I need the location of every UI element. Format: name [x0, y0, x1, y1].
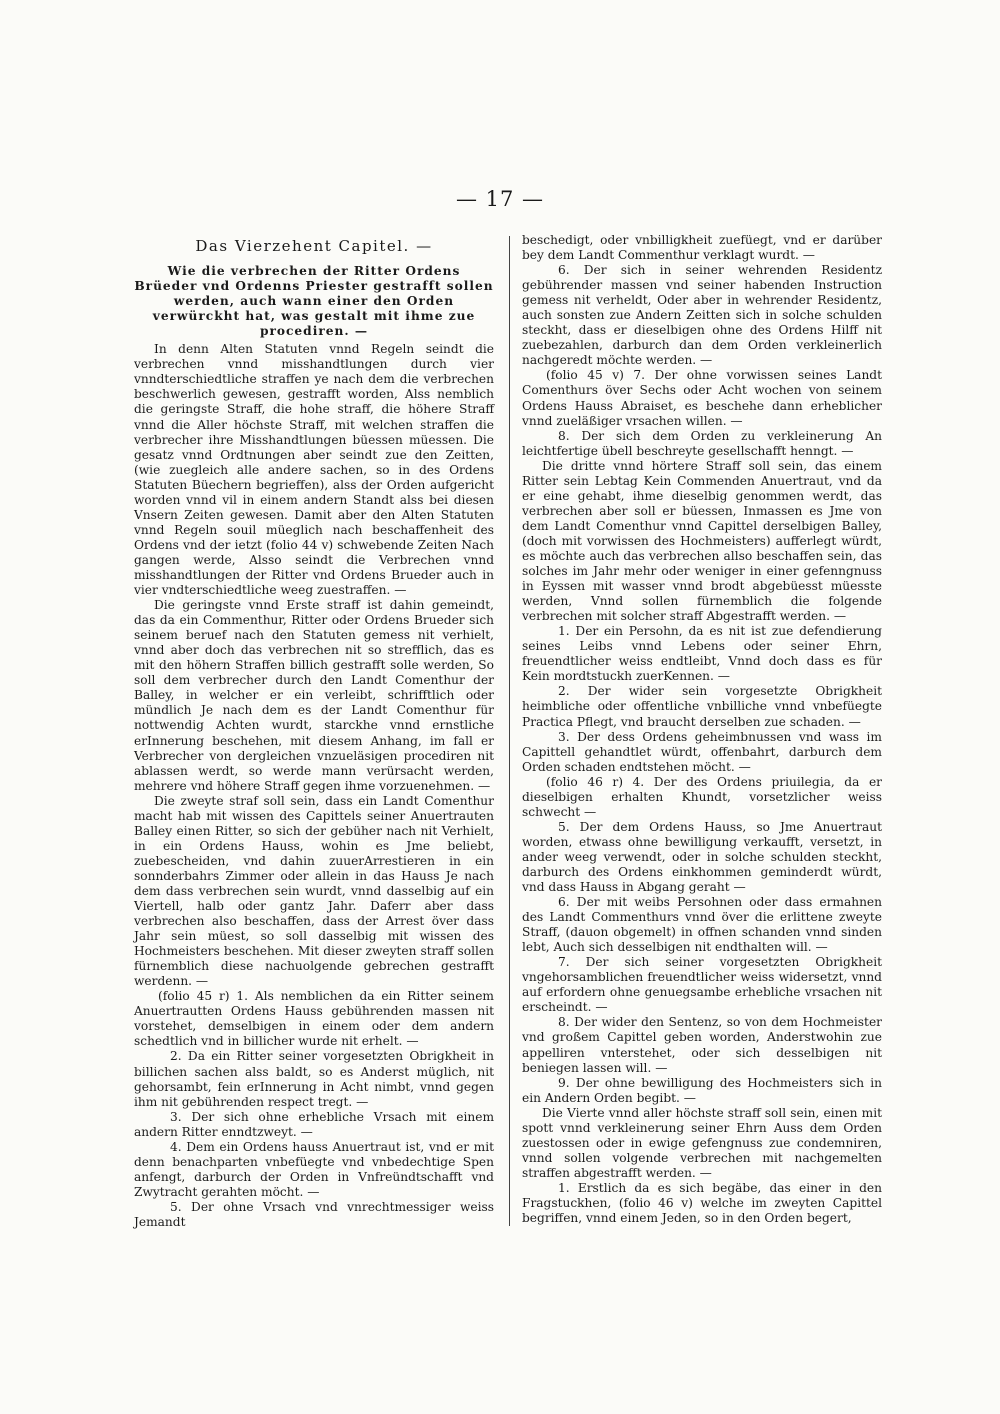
paragraph: (folio 45 v) 7. Der ohne vorwissen seines Landt Comenthurs över Sechs oder Acht wochen von seinem Ordens Hauss Abraiset, es beschehe dann erheblicher vnnd zueläßiger vrsachen willen. —	[522, 368, 882, 428]
paragraph: 8. Der sich dem Orden zu verkleinerung An leichtfertige übell beschreyte gesellschafft henngt. —	[522, 428, 882, 458]
paragraph: 8. Der wider den Sentenz, so von dem Hochmeister vnd großem Capittel geben worden, Anderstwohin zue appelliren vnterstehet, oder sich desselbigen nit beniegen lassen will. —	[522, 1015, 882, 1075]
paragraph: Die zweyte straf soll sein, dass ein Landt Comenthur macht hab mit wissen des Capittels seiner Anuertrauten Balley einen Ritter, so sich der gebüher nach nit Verhielt, in ein Ordens Hauss, wohin es Jme beliebt, zuebescheiden, vnd dahin zuuerArrestieren in ein sonnderbahrs Zimmer oder allein in das Hauss Je nach dem dass verbrechen sein wurdt, vnnd dasselbig auf ein Viertell, halb oder gantz Jahr. Daferr aber dass verbrechen also beschaffen, dass der Arrest över dass Jahr sein müest, so soll dasselbig mit wissen des Hochmeisters beschehen. Mit dieser zweyten straff sollen fürnemblich diese nachuolgende gebrechen gestrafft werdenn. —	[134, 793, 494, 989]
paragraph: 2. Da ein Ritter seiner vorgesetzten Obrigkheit in billichen sachen alss baldt, so es Anderst müglich, nit gehorsambt, fein erInnerung in Acht nimbt, vnnd gegen ihm nit gebührenden respect tregt. —	[134, 1049, 494, 1109]
paragraph: 5. Der ohne Vrsach vnd vnrechtmessiger weiss Jemandt	[134, 1199, 494, 1229]
paragraph: 9. Der ohne bewilligung des Hochmeisters sich in ein Andern Orden begibt. —	[522, 1075, 882, 1105]
paragraph: 3. Der sich ohne erhebliche Vrsach mit einem andern Ritter enndtzweyt. —	[134, 1109, 494, 1139]
paragraph: 2. Der wider sein vorgesetzte Obrigkheit heimbliche oder offentliche vnbilliche vnnd vnbefüegte Practica Pflegt, vnd braucht derselben zue schaden. —	[522, 684, 882, 729]
paragraph: 5. Der dem Ordens Hauss, so Jme Anuertraut worden, etwass ohne bewilligung verkaufft, versetzt, in ander weeg verwendt, oder in solche schulden steckht, darburch des Ordens einkhommen geminderdt würdt, vnd dass Hauss in Abgang geraht —	[522, 819, 882, 895]
paragraph: 7. Der sich seiner vorgesetzten Obrigkheit vngehorsamblichen freuendtlicher weiss widersetzt, vnnd auf erfordern ohne genuegsambe erhebliche vrsachen nit erscheindt. —	[522, 955, 882, 1015]
chapter-subtitle: Wie die verbrechen der Ritter Ordens Brüeder vnd Ordenns Priester gestrafft sollen werden, auch wann einer den Orden verwürckht hat, was gestalt mit ihme zue procediren. —	[134, 264, 494, 339]
paragraph: Die Vierte vnnd aller höchste straff soll sein, einen mit spott vnnd verkleinerung seiner Ehrn Auss dem Orden zuestossen oder in ewige gefengnuss zue condemniren, vnnd sollen volgende verbrechen mit nachgemelten straffen abgestrafft werden. —	[522, 1105, 882, 1180]
paragraph: 6. Der mit weibs Persohnen oder dass ermahnen des Landt Commenthurs vnnd över die erlittene zweyte Straff, (dauon obgemelt) in offnen schanden vnnd sinden lebt, Auch sich desselbigen nit endthalten will. —	[522, 895, 882, 955]
paragraph: 4. Dem ein Ordens hauss Anuertraut ist, vnd er mit denn benachparten vnbefüegte vnd vnbedechtige Spen anfengt, darburch der Orden in Vnfreündtschafft vnd Zwytracht gerahten möcht. —	[134, 1139, 494, 1199]
paragraph: 1. Der ein Persohn, da es nit ist zue defendierung seines Leibs vnnd Lebens oder seiner Ehrn, freuendtlicher weiss endtleibt, Vnnd doch dass es für Kein mordtstuckh zuerKennen. —	[522, 624, 882, 684]
column-divider	[509, 236, 510, 1226]
paragraph: Die dritte vnnd hörtere Straff soll sein, das einem Ritter sein Lebtag Kein Commenden Anuertraut, vnd da er eine gehabt, ihme dieselbig genommen werdt, das verbrechen aber soll er büessen, Inmassen es Jme von dem Landt Comenthur vnnd Capittel derselbigen Balley, (doch mit vorwissen des Hochmeisters) aufferlegt würdt, es möchte auch das verbrechen allso beschaffen sein, das solches im Jahr mehr oder weniger in einer gefenngnuss in Eyssen mit wasser vnnd brodt abgebüesst müesste werden, Vnnd sollen fürnemblich die folgende verbrechen mit solcher straff Abgestrafft werden. —	[522, 458, 882, 624]
paragraph: beschedigt, oder vnbilligkheit zuefüegt, vnd er darüber bey dem Landt Commenthur verklagt wurdt. —	[522, 233, 882, 263]
paragraph: In denn Alten Statuten vnnd Regeln seindt die verbrechen vnnd misshandtlungen durch vier vnndterschiedtliche straffen ye nach dem die verbrechen beschwerlich gewesen, gestrafft worden, Alss nemblich die geringste Straff, die hohe straff, die höhere Straff vnnd die Aller höchste Straff, mit welchen straffen die verbrecher ihre Misshandtlungen büessen müessen. Die gesatz vnnd Ordtnungen aber seindt zue den Zeitten, (wie zuegleich alle andere sachen, so in des Ordens Statuten Büechern begrieffen), alss der Orden aufgericht worden vnnd vil in einem andern Standt alss bei diesen Vnsern Zeiten gewesen. Damit aber den Alten Statuten vnnd Regeln souil müeglich nach beschaffenheit des Ordens vnd der ietzt (folio 44 v) schwebende Zeiten Nach gangen werde, Alsso seindt die Verbrechen vnnd misshandtlungen der Ritter vnd Ordens Brueder auch in vier vndterschiedtliche weeg zuestraffen. —	[134, 342, 494, 598]
right-column	[522, 233, 882, 1226]
paragraph: 1. Erstlich da es sich begäbe, das einer in den Fragstuckhen, (folio 46 v) welche im zweyten Capittel begriffen, vnnd einem Jeden, so in den Orden begert,	[522, 1180, 882, 1226]
chapter-title: Das Vierzehent Capitel. —	[195, 237, 433, 255]
paragraph: 3. Der dess Ordens geheimbnussen vnd wass im Capittell gehandtlet würdt, offenbahrt, darburch dem Orden schaden endtstehen möcht. —	[522, 729, 882, 774]
paragraph: (folio 46 r) 4. Der des Ordens priuilegia, da er dieselbigen erhalten Khundt, vorsetzlicher weiss schwecht —	[522, 774, 882, 819]
paragraph: Die geringste vnnd Erste straff ist dahin gemeindt, das da ein Commenthur, Ritter oder Ordens Brueder sich seinem beruef nach den Statuten gemess nit verhielt, vnnd aber doch das verbrechen nit so strefflich, das es mit den höhern Straffen billich gestrafft solle werden, So soll dem verbrecher durch den Landt Comenthur der Balley, in welcher er ein verleibt, schrifftlich oder mündlich Je nach dem es der Landt Comenthur für nottwendig Achten wurdt, starckhe vnnd ernstliche erInnerung beschehen, mit diesem Anhang, im fall er Verbrecher von dergleichen vnzueläsigen procediren nit ablassen werdt, so werde mann verürsacht werden, mehrere vnd höhere Straff gegen ihme vorzuenehmen. —	[134, 598, 494, 793]
left-column	[134, 233, 494, 1230]
paragraph: (folio 45 r) 1. Als nemblichen da ein Ritter seinem Anuertrautten Ordens Hauss gebührenden massen nit vorstehet, demselbigen in einem oder dem andern schedtlich vnd in billicher wurde nit erhelt. —	[134, 989, 494, 1049]
page-number: — 17 —	[455, 187, 545, 211]
paragraph: 6. Der sich in seiner wehrenden Residentz gebührender massen vnd seiner habenden Instruction gemess nit verheldt, Oder aber in wehrender Residentz, auch sonsten zue Andern Zeitten sich in solche schulden steckht, dass er dieselbigen ohne des Ordens Hilff nit zuebezahlen, darburch dan dem Orden verkleinerlich nachgeredt möchte werden. —	[522, 263, 882, 368]
